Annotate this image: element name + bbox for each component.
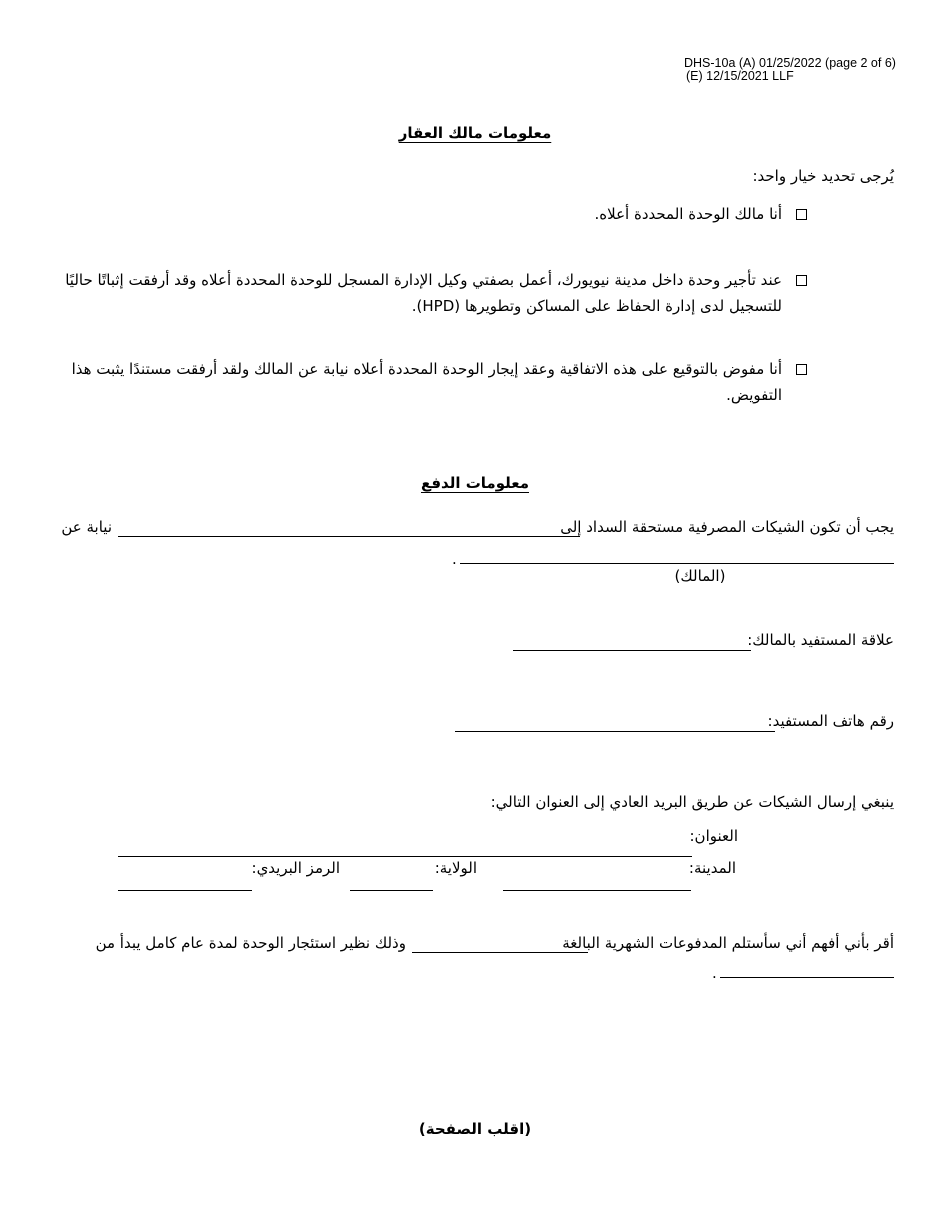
state-field[interactable] — [350, 890, 433, 891]
option-instruction: يُرجى تحديد خيار واحد: — [752, 167, 894, 185]
beneficiary-relationship-label: علاقة المستفيد بالمالك: — [747, 631, 894, 649]
on-behalf-of-label: نيابة عن — [61, 518, 112, 536]
owner-option-text: أنا مالك الوحدة المحددة أعلاه. — [594, 205, 782, 223]
owner-section-title: معلومات مالك العقار — [398, 124, 552, 142]
mail-instruction: ينبغي إرسال الشيكات عن طريق البريد العادي إلى العنوان التالي: — [490, 793, 894, 811]
acknowledge-prefix: أقر بأني أفهم أني سأستلم المدفوعات الشهرية البالغة — [562, 934, 894, 952]
beneficiary-relationship-field[interactable] — [513, 650, 751, 651]
state-label: الولاية: — [434, 859, 477, 877]
payment-section-title: معلومات الدفع — [420, 474, 529, 492]
start-date-field[interactable] — [720, 977, 894, 978]
authorized-signer-option-line1: أنا مفوض بالتوقيع على هذه الاتفاقية وعقد إيجار الوحدة المحددة أعلاه نيابة عن المالك ولقد أرفقت مستندًا يثبت هذا — [71, 360, 782, 378]
owner-line-period: . — [452, 550, 457, 568]
payee-name-field[interactable] — [118, 536, 580, 537]
owner-checkbox[interactable] — [796, 209, 807, 220]
authorized-signer-option-line2: التفويض. — [726, 386, 782, 404]
form-number — [684, 57, 934, 83]
city-field[interactable] — [503, 890, 691, 891]
address-label: العنوان: — [689, 827, 738, 845]
owner-caption: (المالك) — [674, 567, 726, 585]
form-number-line: DHS-10a (A) 01/25/2022 (page 2 of 6) — [684, 56, 896, 70]
managing-agent-option-line2: للتسجيل لدى إدارة الحفاظ على المساكن وتطويرها (HPD). — [411, 297, 782, 315]
acknowledge-suffix: وذلك نظير استئجار الوحدة لمدة عام كامل يبدأ من — [95, 934, 406, 952]
managing-agent-option-line1: عند تأجير وحدة داخل مدينة نيويورك، أعمل بصفتي وكيل الإدارة المسجل للوحدة المحددة أعلاه وقد أرفقت إثباتًا حاليًا — [65, 271, 782, 289]
managing-agent-checkbox[interactable] — [796, 275, 807, 286]
zip-label: الرمز البريدي: — [251, 859, 340, 877]
city-label: المدينة: — [688, 859, 736, 877]
start-date-period: . — [712, 964, 717, 982]
beneficiary-phone-field[interactable] — [455, 731, 775, 732]
translation-date-line: (E) 12/15/2021 LLF — [686, 69, 794, 83]
beneficiary-phone-label: رقم هاتف المستفيد: — [767, 712, 894, 730]
monthly-amount-field[interactable] — [412, 952, 588, 953]
zip-field[interactable] — [118, 890, 252, 891]
authorized-signer-checkbox[interactable] — [796, 364, 807, 375]
turn-page-note: (اقلب الصفحة) — [418, 1120, 532, 1138]
checks-payable-label: يجب أن تكون الشيكات المصرفية مستحقة السداد إلى — [560, 518, 894, 536]
